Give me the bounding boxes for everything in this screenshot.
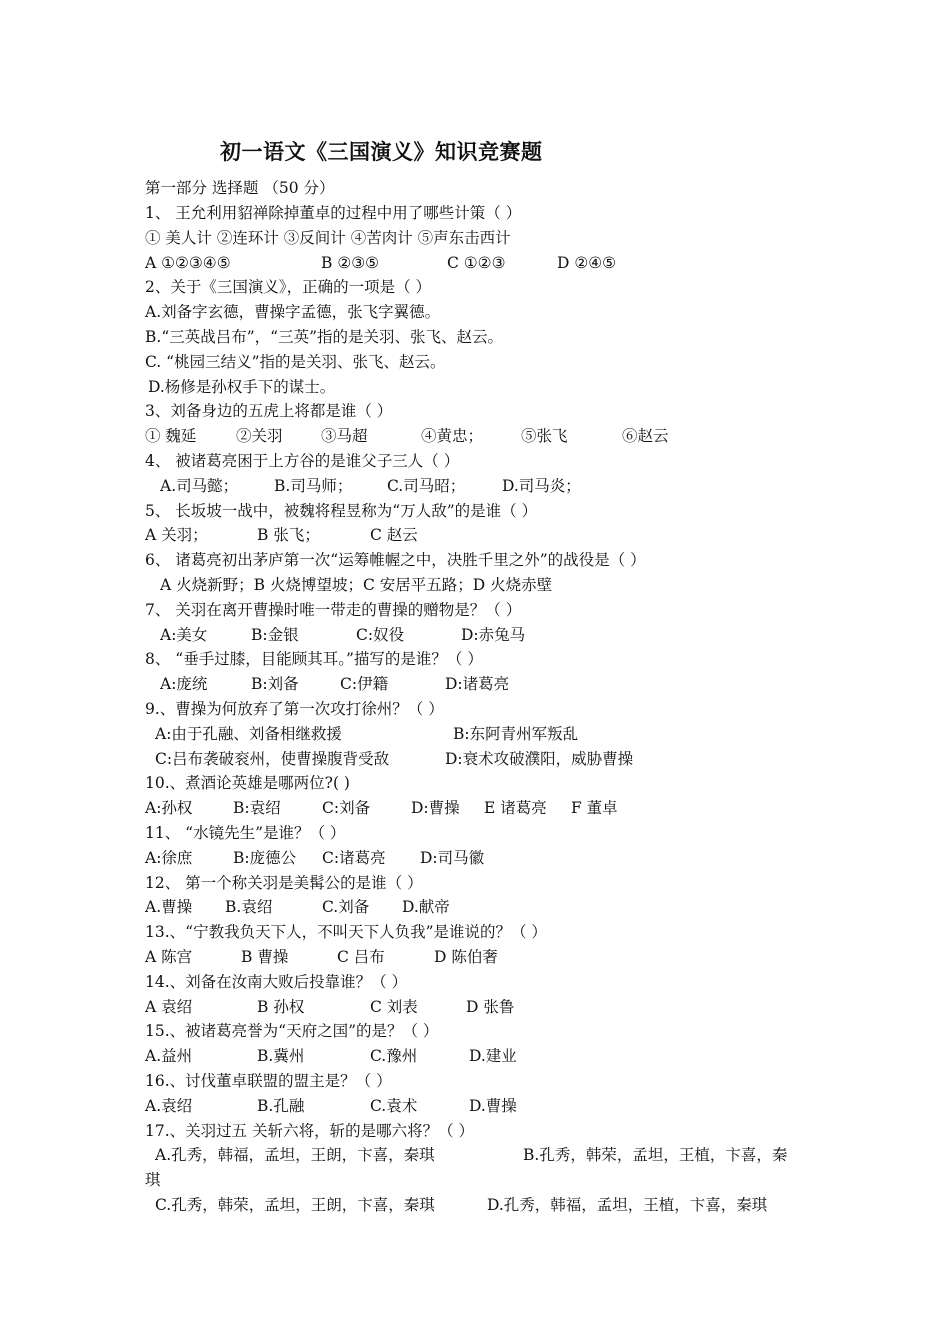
line-text: A 袁绍 (145, 997, 193, 1016)
question-line (0, 1096, 950, 1116)
question-line (0, 277, 950, 297)
line-text: D.献帝 (402, 898, 450, 917)
line-text: B:刘备 (251, 675, 299, 694)
line-text: 7、 关羽在离开曹操时唯一带走的曹操的赠物是？（ ） (145, 600, 522, 619)
section-heading: 第一部分 选择题 （50 分） (145, 179, 335, 197)
line-text: A 火烧新野；B 火烧博望坡；C 安居平五路；D 火烧赤壁 (160, 576, 553, 594)
question-line (0, 451, 950, 471)
question-line (0, 1021, 950, 1041)
line-text: C:伊籍 (340, 675, 389, 694)
question-line (0, 302, 950, 322)
line-text: A.刘备字玄德，曹操字孟德，张飞字翼德。 (145, 303, 441, 322)
line-text: D 陈伯奢 (434, 948, 498, 966)
line-text: 琪 (145, 1171, 161, 1190)
line-text: C:刘备 (322, 799, 371, 818)
line-text: A:孙权 (145, 799, 193, 818)
line-text: 17.、关羽过五 关斩六将，斩的是哪六将？（ ） (145, 1121, 475, 1140)
question-line (0, 749, 950, 769)
line-text: E 诸葛亮 (484, 799, 547, 818)
line-text: D:司马徽 (420, 848, 485, 867)
line-text: ②关羽 (236, 427, 283, 446)
line-text: ④黄忠； (421, 427, 484, 446)
line-text: C 吕布 (337, 948, 385, 966)
question-line (0, 476, 950, 496)
line-text: D.孔秀，韩福，孟坦，王植，卞喜，秦琪 (487, 1196, 768, 1214)
line-text: B.孔融 (257, 1096, 305, 1115)
line-text: B.“三英战吕布”，“三英”指的是关羽、张飞、赵云。 (145, 328, 504, 346)
question-line (0, 873, 950, 893)
line-text: C:吕布袭破衮州，使曹操腹背受敌 (155, 749, 390, 768)
question-line (0, 1145, 950, 1165)
line-text: B 张飞； (257, 526, 320, 545)
line-text: A:由于孔融、刘备相继救援 (155, 724, 342, 743)
line-text: A:美女 (160, 625, 208, 644)
question-line (0, 947, 950, 967)
line-text: B 曹操 (241, 948, 289, 966)
question-line (0, 1071, 950, 1091)
question-line (0, 575, 950, 595)
line-text: B 孙权 (257, 997, 305, 1016)
line-text: C.袁术 (370, 1096, 418, 1115)
line-text: ③马超 (321, 427, 368, 446)
line-text: D:诸葛亮 (445, 675, 510, 694)
line-text: C.刘备 (322, 898, 370, 917)
question-line (0, 1195, 950, 1215)
question-line (0, 203, 950, 223)
line-text: F 董卓 (571, 799, 618, 818)
line-text: C. “桃园三结义”指的是关羽、张飞、赵云。 (145, 352, 446, 371)
question-line (0, 897, 950, 917)
question-line (0, 228, 950, 248)
line-text: 5、 长坂坡一战中，被魏将程昱称为“万人敌”的是谁（ ） (145, 501, 538, 520)
line-text: C.豫州 (370, 1047, 418, 1066)
question-line (0, 1170, 950, 1190)
line-text: A 关羽； (145, 526, 208, 545)
line-text: B:庞德公 (233, 848, 297, 867)
line-text: D:曹操 (411, 799, 460, 818)
line-text: B:袁绍 (233, 799, 281, 818)
line-text: A 陈宫 (145, 948, 193, 966)
question-line (0, 550, 950, 570)
question-line (0, 922, 950, 942)
line-text: 16.、讨伐董卓联盟的盟主是？（ ） (145, 1072, 392, 1090)
line-text: 13.、“宁教我负天下人，不叫天下人负我”是谁说的？（ ） (145, 923, 547, 942)
question-line (0, 1121, 950, 1141)
line-text: 3、刘备身边的五虎上将都是谁（ ） (145, 402, 393, 421)
line-text: D:赤兔马 (461, 625, 526, 644)
line-text: B.袁绍 (225, 898, 273, 917)
question-line (0, 377, 950, 397)
line-text: 1、 王允利用貂禅除掉董卓的过程中用了哪些计策（ ） (145, 204, 522, 222)
line-text: A ①②③④⑤ (145, 253, 231, 272)
question-line (0, 724, 950, 744)
question-line (0, 848, 950, 868)
line-text: A:庞统 (160, 675, 208, 694)
question-line (0, 253, 950, 273)
line-text: A.益州 (145, 1047, 193, 1066)
question-line (0, 327, 950, 347)
question-line (0, 1046, 950, 1066)
question-line (0, 649, 950, 669)
line-text: B.冀州 (257, 1047, 305, 1066)
line-text: 15.、被诸葛亮誉为“天府之国”的是？（ ） (145, 1022, 439, 1041)
question-line (0, 674, 950, 694)
document-title: 初一语文《三国演义》知识竞赛题 (220, 140, 543, 164)
line-text: D.曹操 (469, 1096, 517, 1115)
line-text: C.司马昭； (387, 476, 466, 495)
line-text: D.建业 (469, 1047, 517, 1066)
line-text: 8、 “垂手过膝，目能顾其耳。”描写的是谁？（ ） (145, 650, 483, 669)
line-text: B ②③⑤ (321, 253, 380, 272)
line-text: D 张鲁 (466, 997, 515, 1016)
question-line (0, 773, 950, 793)
line-text: B.司马师； (274, 476, 353, 495)
line-text: C.孔秀，韩荣，孟坦，王朗，卞喜，秦琪 (155, 1196, 435, 1214)
line-text: D.杨修是孙权手下的谋士。 (148, 377, 336, 396)
line-text: 14.、刘备在汝南大败后投靠谁？（ ） (145, 972, 408, 991)
question-line (0, 699, 950, 719)
line-text: C 赵云 (370, 526, 418, 545)
line-text: 2、关于《三国演义》，正确的一项是（ ） (145, 278, 432, 297)
line-text: C:奴役 (356, 625, 405, 644)
line-text: C:诸葛亮 (322, 848, 386, 867)
line-text: B:金银 (251, 625, 299, 644)
line-text: ① 魏延 (145, 427, 197, 446)
line-text: 4、 被诸葛亮困于上方谷的是谁父子三人（ ） (145, 452, 460, 470)
question-line (0, 401, 950, 421)
line-text: D:衰术攻破濮阳，威胁曹操 (445, 749, 634, 768)
line-text: 9.、曹操为何放弃了第一次攻打徐州？（ ） (145, 700, 444, 718)
line-text: C 刘表 (370, 997, 418, 1016)
line-text: A.孔秀，韩福，孟坦，王朗，卞喜，秦琪 (155, 1146, 435, 1165)
line-text: D.司马炎； (502, 476, 581, 495)
question-line (0, 823, 950, 843)
question-line (0, 426, 950, 446)
line-text: C ①②③ (447, 253, 506, 272)
line-text: B:东阿青州军叛乱 (453, 724, 579, 743)
line-text: ⑥赵云 (622, 427, 669, 446)
question-line (0, 352, 950, 372)
question-line (0, 625, 950, 645)
line-text: A:徐庶 (145, 848, 193, 867)
line-text: B.孔秀，韩荣，孟坦，王植，卞喜，秦 (523, 1146, 788, 1165)
line-text: A.曹操 (145, 898, 193, 917)
line-text: ⑤张飞 (521, 427, 568, 446)
question-line (0, 501, 950, 521)
line-text: 10.、煮酒论英雄是哪两位?( ) (145, 774, 350, 793)
line-text: 11、 “水镜先生”是谁？（ ） (145, 824, 346, 842)
line-text: 6、 诸葛亮初出茅庐第一次“运筹帷幄之中，决胜千里之外”的战役是（ ） (145, 551, 646, 570)
line-text: D ②④⑤ (557, 253, 617, 272)
question-line (0, 997, 950, 1017)
question-line (0, 600, 950, 620)
line-text: ① 美人计 ②连环计 ③反间计 ④苦肉计 ⑤声东击西计 (145, 228, 511, 247)
question-line (0, 972, 950, 992)
line-text: A.司马懿； (160, 476, 239, 495)
question-line (0, 798, 950, 818)
line-text: 12、 第一个称关羽是美髯公的是谁（ ） (145, 873, 423, 892)
question-line (0, 525, 950, 545)
line-text: A.袁绍 (145, 1096, 193, 1115)
